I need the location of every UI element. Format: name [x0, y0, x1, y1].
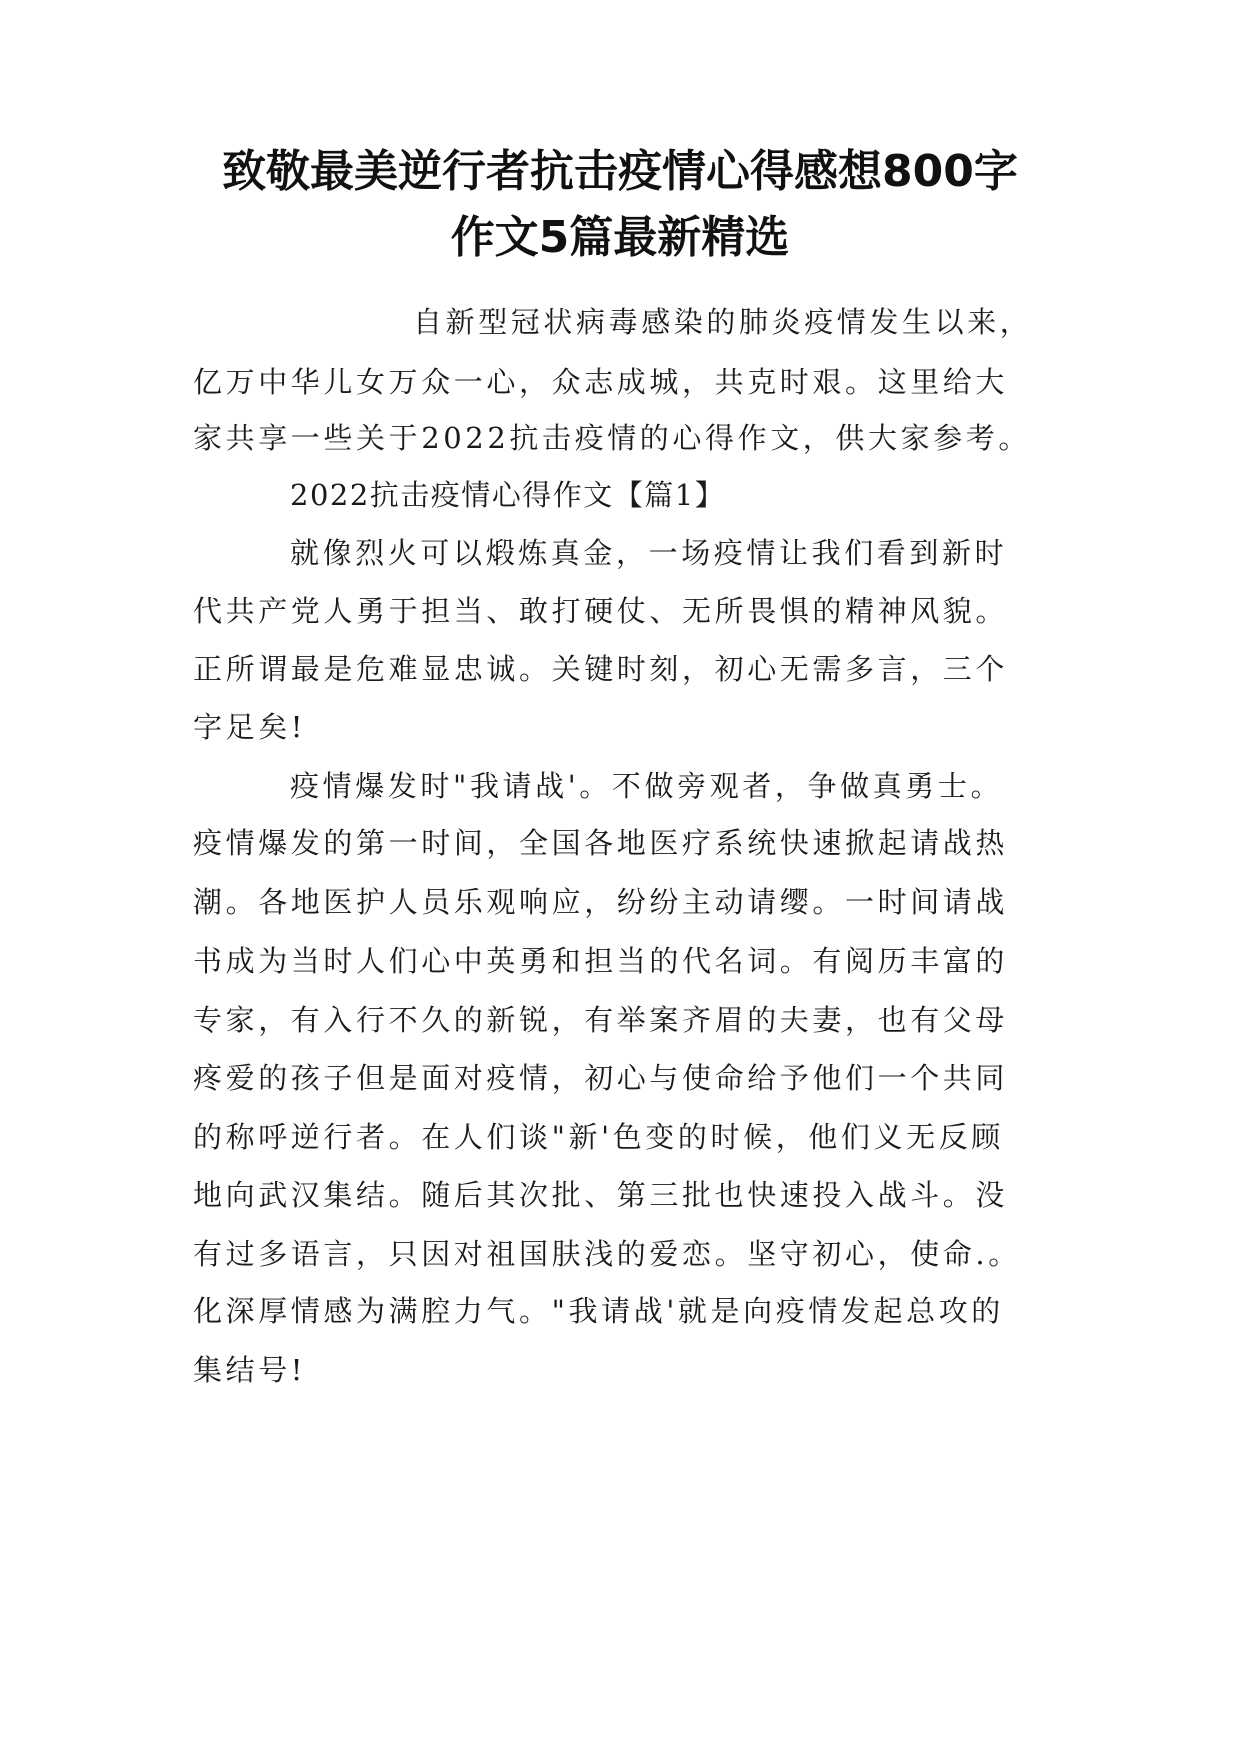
intro-line: 家共享一些关于2022抗击疫情的心得作文，供大家参考。	[193, 421, 1032, 455]
paragraph-line: 集结号!	[193, 1353, 307, 1387]
paragraph-line: 代共产党人勇于担当、敢打硬仗、无所畏惧的精神风貌。	[193, 594, 1009, 628]
paragraph-line: 专家，有入行不久的新锐，有举案齐眉的夫妻，也有父母	[193, 1003, 1009, 1037]
paragraph-line: 的称呼逆行者。在人们谈"新'色变的时候，他们义无反顾	[193, 1120, 1004, 1154]
paragraph-line: 地向武汉集结。随后其次批、第三批也快速投入战斗。没	[193, 1178, 1009, 1212]
paragraph-line: 正所谓最是危难显忠诚。关键时刻，初心无需多言，三个	[193, 652, 1009, 686]
intro-line: 自新型冠状病毒感染的肺炎疫情发生以来，	[413, 305, 1033, 339]
paragraph-line: 就像烈火可以煅炼真金，一场疫情让我们看到新时	[290, 536, 1008, 570]
paragraph-line: 化深厚情感为满腔力气。"我请战'就是向疫情发起总攻的	[193, 1294, 1004, 1328]
document-title-line-2: 作文5篇最新精选	[450, 212, 790, 263]
intro-line: 亿万中华儿女万众一心，众志成城，共克时艰。这里给大	[193, 365, 1009, 399]
paragraph-line: 字足矣!	[193, 710, 307, 744]
section-heading: 2022抗击疫情心得作文【篇1】	[290, 478, 726, 512]
paragraph-line: 书成为当时人们心中英勇和担当的代名词。有阅历丰富的	[193, 944, 1009, 978]
paragraph-line: 潮。各地医护人员乐观响应，纷纷主动请缨。一时间请战	[193, 885, 1009, 919]
paragraph-line: 疫情爆发时"我请战'。不做旁观者，争做真勇士。	[290, 769, 1004, 803]
document-title-line-1: 致敬最美逆行者抗击疫情心得感想800字	[222, 146, 1018, 197]
paragraph-line: 有过多语言，只因对祖国肤浅的爱恋。坚守初心，使命.。	[193, 1237, 1021, 1271]
paragraph-line: 疫情爆发的第一时间，全国各地医疗系统快速掀起请战热	[193, 826, 1009, 860]
paragraph-line: 疼爱的孩子但是面对疫情，初心与使命给予他们一个共同	[193, 1061, 1009, 1095]
